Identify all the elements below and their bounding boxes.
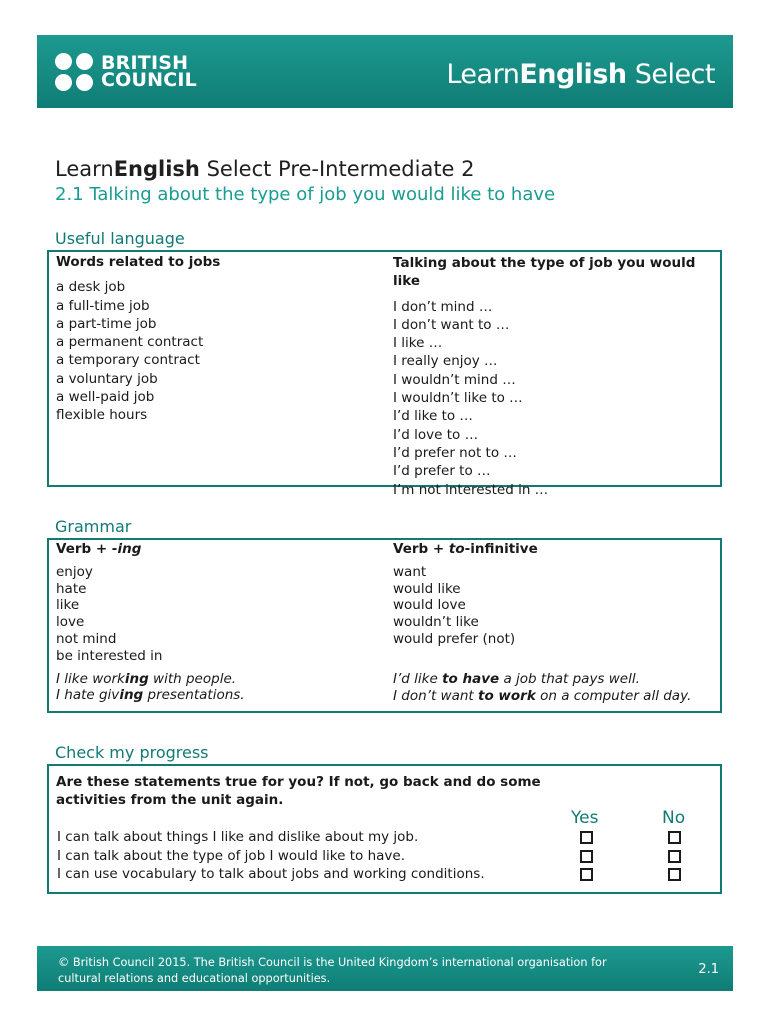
- logo-line2: COUNCIL: [101, 69, 197, 91]
- job-phrase-item: I don’t want to …: [393, 316, 510, 333]
- words-related-header: Words related to jobs: [56, 254, 221, 270]
- check-progress-box: [47, 764, 722, 894]
- verb-ing-item: hate: [56, 580, 87, 597]
- statement-1-yes-checkbox[interactable]: [580, 831, 593, 844]
- job-word-item: a full-time job: [56, 297, 150, 314]
- verb-ing-item: enjoy: [56, 563, 93, 580]
- grammar-heading: Grammar: [55, 517, 132, 536]
- statement-2-yes-checkbox[interactable]: [580, 850, 593, 863]
- verb-to-example-2: I don’t want to work on a computer all day.: [393, 687, 692, 704]
- job-phrase-item: I like …: [393, 335, 443, 352]
- job-phrase-item: I don’t mind …: [393, 298, 493, 315]
- logo-line1: BRITISH: [101, 52, 189, 74]
- job-phrase-item: I’m not interested in …: [393, 481, 549, 498]
- verb-to-item: would like: [393, 580, 461, 597]
- grammar-box: [47, 538, 722, 713]
- verb-ing-item: not mind: [56, 630, 117, 647]
- talking-header: Talking about the type of job you would like: [393, 255, 696, 290]
- job-phrase-item: I’d prefer to …: [393, 463, 491, 480]
- verb-ing-example-2: I hate giving presentations.: [56, 687, 245, 704]
- check-progress-heading: Check my progress: [55, 743, 209, 762]
- learnenglish-select-brand: LearnEnglish Select: [446, 59, 715, 90]
- useful-language-box: [47, 250, 722, 498]
- verb-to-example-1: I’d like to have a job that pays well.: [393, 670, 640, 687]
- statement-2: I can talk about the type of job I would like to have.: [57, 848, 405, 864]
- statement-2-no-checkbox[interactable]: [668, 850, 681, 863]
- verb-to-item: would prefer (not): [393, 630, 516, 647]
- page-subtitle: 2.1 Talking about the type of job you would like to have: [55, 184, 556, 205]
- job-phrase-item: I’d like to …: [393, 408, 473, 425]
- job-phrase-item: I’d love to …: [393, 426, 479, 443]
- verb-ing-example-1: I like working with people.: [56, 670, 237, 687]
- yes-column-label: Yes: [571, 808, 599, 828]
- british-council-logo: [55, 53, 197, 91]
- verb-to-item: wouldn’t like: [393, 614, 479, 631]
- verb-ing-column: [56, 541, 245, 704]
- job-word-item: a part-time job: [56, 315, 157, 332]
- statement-3-yes-checkbox[interactable]: [580, 868, 593, 881]
- talking-column: [393, 254, 720, 499]
- job-word-item: flexible hours: [56, 407, 148, 424]
- verb-to-item: would love: [393, 597, 466, 614]
- verb-to-infinitive-header: Verb + to-infinitive: [393, 541, 538, 557]
- words-related-column: [56, 253, 220, 425]
- job-phrase-item: I wouldn’t like to …: [393, 390, 523, 407]
- useful-language-heading: Useful language: [55, 229, 185, 248]
- verb-ing-item: like: [56, 597, 80, 614]
- copyright-notice: © British Council 2015. The British Council is the United Kingdom’s international organisation for cultural relations and educational opportunities.: [58, 956, 607, 985]
- job-phrase-item: I really enjoy …: [393, 353, 498, 370]
- verb-to-item: want: [393, 563, 427, 580]
- statement-3-no-checkbox[interactable]: [668, 868, 681, 881]
- verb-ing-item: love: [56, 614, 85, 631]
- statement-1: I can talk about things I like and dislike about my job.: [57, 829, 419, 845]
- progress-question: Are these statements true for you? If not, go back and do some activities from the unit again.: [56, 774, 541, 808]
- job-word-item: a temporary contract: [56, 352, 200, 369]
- header-banner: [37, 35, 733, 108]
- verb-to-infinitive-column: [393, 541, 691, 704]
- footer-banner: [37, 946, 733, 991]
- job-word-item: a permanent contract: [56, 334, 204, 351]
- job-phrase-item: I wouldn’t mind …: [393, 371, 516, 388]
- page-title: LearnEnglish Select Pre-Intermediate 2: [55, 157, 475, 181]
- verb-ing-item: be interested in: [56, 647, 163, 664]
- job-word-item: a well-paid job: [56, 389, 155, 406]
- statement-3: I can use vocabulary to talk about jobs and working conditions.: [57, 866, 485, 882]
- job-phrase-item: I’d prefer not to …: [393, 444, 517, 461]
- logo-dots-icon: [55, 53, 93, 91]
- job-word-item: a desk job: [56, 279, 126, 296]
- job-word-item: a voluntary job: [56, 370, 158, 387]
- no-column-label: No: [662, 808, 686, 828]
- page-number: 2.1: [698, 962, 719, 977]
- statement-1-no-checkbox[interactable]: [668, 831, 681, 844]
- verb-ing-header: Verb + -ing: [56, 541, 142, 557]
